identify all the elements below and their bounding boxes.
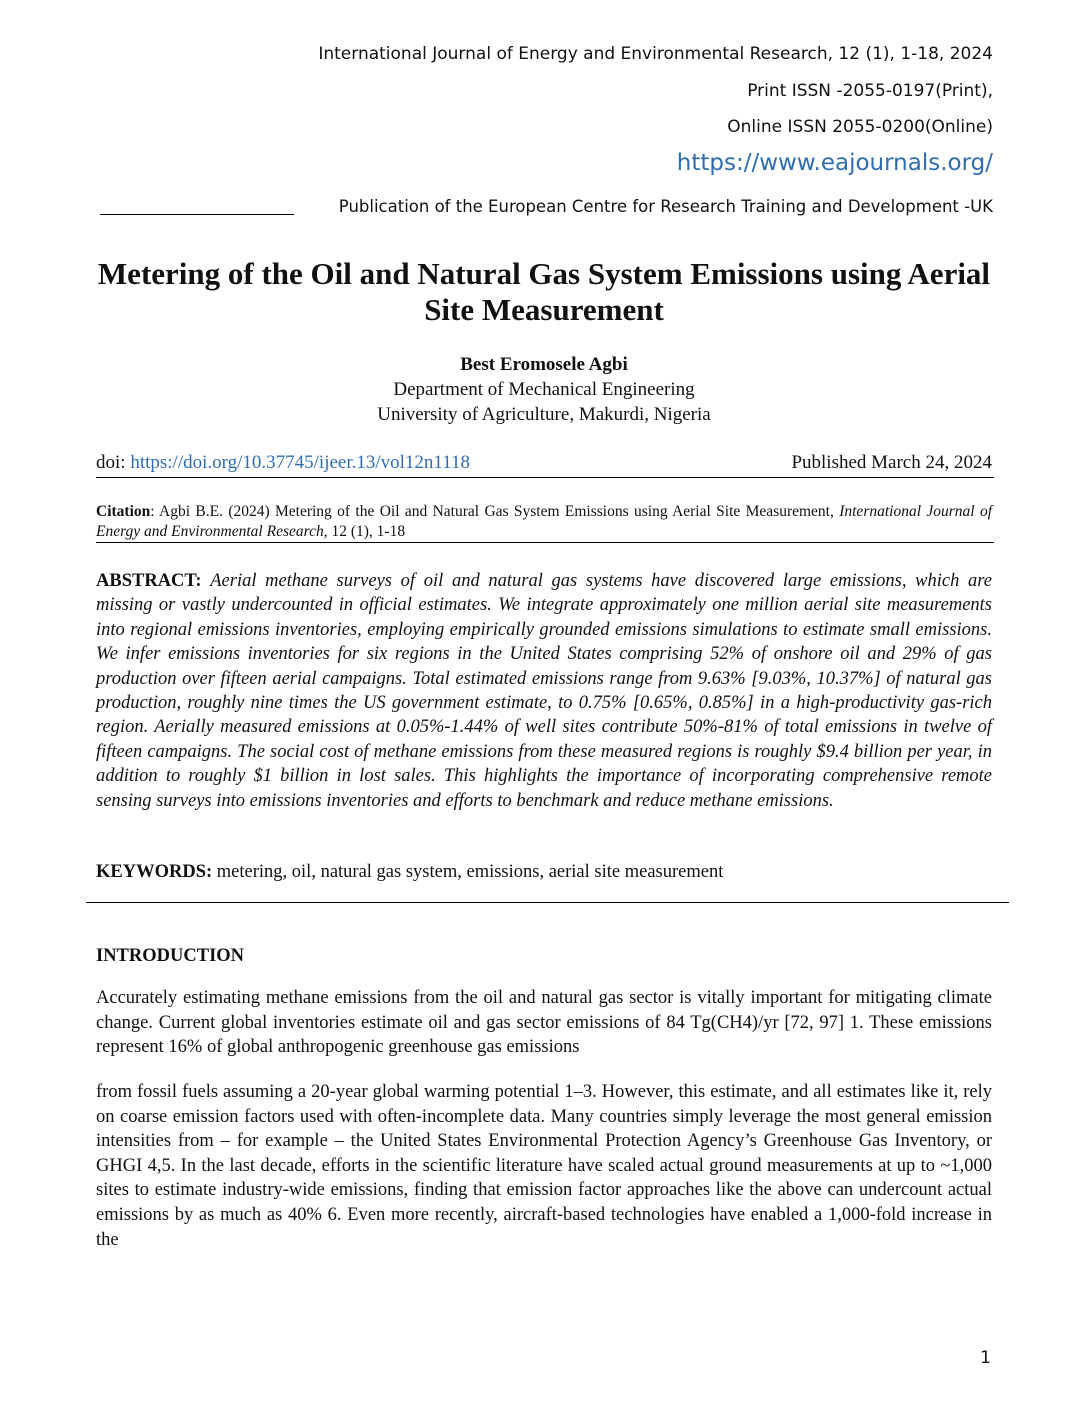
keywords-label: KEYWORDS: xyxy=(96,862,213,882)
keywords-rule xyxy=(86,902,1009,903)
citation-journal: International Journal of Energy and Environmental Research xyxy=(96,503,992,540)
keywords-text: metering, oil, natural gas system, emissions, aerial site measurement xyxy=(216,862,724,882)
section-heading-introduction: INTRODUCTION xyxy=(96,946,245,966)
journal-citation-header: International Journal of Energy and Environmental Research, 12 (1), 1-18, 2024 xyxy=(318,44,993,64)
publisher-line: Publication of the European Centre for Research Training and Development -UK xyxy=(338,197,993,216)
citation-label: Citation xyxy=(96,503,151,520)
doi-rule xyxy=(96,477,994,478)
keywords xyxy=(96,862,992,883)
citation-rule xyxy=(96,542,994,543)
author-university: University of Agriculture, Makurdi, Nigeria xyxy=(377,404,711,425)
doi-row xyxy=(96,452,992,474)
author-name: Best Eromosele Agbi xyxy=(460,354,628,375)
header-rule xyxy=(100,214,294,215)
citation-volume: , 12 (1), 1-18 xyxy=(323,523,406,540)
online-issn: Online ISSN 2055-0200(Online) xyxy=(727,117,993,137)
print-issn: Print ISSN -2055-0197(Print), xyxy=(747,81,993,101)
citation-text: : Agbi B.E. (2024) Metering of the Oil and Natural Gas System Emissions using Aerial Site Measurement, xyxy=(150,503,840,520)
page-number: 1 xyxy=(980,1348,991,1368)
abstract-text: Aerial methane surveys of oil and natural gas systems have discovered large emissions, which are missing or vastly undercounted in official estimates. We integrate approximately one million aerial site measurements into regional emissions inventories, employing empirically grounded emissions simulations to estimate small emissions. We infer emissions inventories for six regions in the United States comprising 52% of onshore oil and 29% of gas production over fifteen aerial campaigns. Total estimated emissions range from 9.63% [9.03%, 10.37%] of natural gas production, roughly nine times the US government estimate, to 0.75% [0.65%, 0.85%] in a high-productivity gas-rich region. Aerially measured emissions at 0.05%-1.44% of well sites contribute 50%-81% of total emissions in twelve of fifteen campaigns. The social cost of methane emissions from these measured regions is roughly $9.4 billion per year, in addition to roughly $1 billion in lost sales. This highlights the importance of incorporating comprehensive remote sensing surveys into emissions inventories and efforts to benchmark and reduce methane emissions. xyxy=(96,571,992,811)
journal-url-link[interactable]: https://www.eajournals.org/ xyxy=(676,150,993,176)
paper-title: Metering of the Oil and Natural Gas System Emissions using Aerial Site Measurement xyxy=(97,256,991,327)
abstract-label: ABSTRACT: xyxy=(96,571,202,591)
intro-paragraph-1: Accurately estimating methane emissions from the oil and natural gas sector is vitally important for mitigating climate change. Current global inventories estimate oil and gas sector emissions of 84 Tg(CH4)/yr [72, 97] 1. These emissions represent 16% of global anthropogenic greenhouse gas emissions xyxy=(96,988,992,1058)
doi-label: doi: xyxy=(96,452,131,473)
author-department: Department of Mechanical Engineering xyxy=(393,379,695,400)
doi-link[interactable]: https://doi.org/10.37745/ijeer.13/vol12n1118 xyxy=(130,452,471,473)
citation xyxy=(96,502,992,542)
abstract xyxy=(96,569,992,813)
published-date: Published March 24, 2024 xyxy=(791,452,992,473)
intro-paragraph-2: from fossil fuels assuming a 20-year global warming potential 1–3. However, this estimate, and all estimates like it, rely on coarse emission factors used with often-incomplete data. Many countries simply leverage the most general emission intensities from – for example – the United States Environmental Protection Agency’s Greenhouse Gas Inventory, or GHGI 4,5. In the last decade, efforts in the scientific literature have scaled actual ground measurements at up to ~1,000 sites to estimate industry-wide emissions, finding that emission factor approaches like the above can undercount actual emissions by as much as 40% 6. Even more recently, aircraft-based technologies have enabled a 1,000-fold increase in the xyxy=(96,1082,992,1250)
